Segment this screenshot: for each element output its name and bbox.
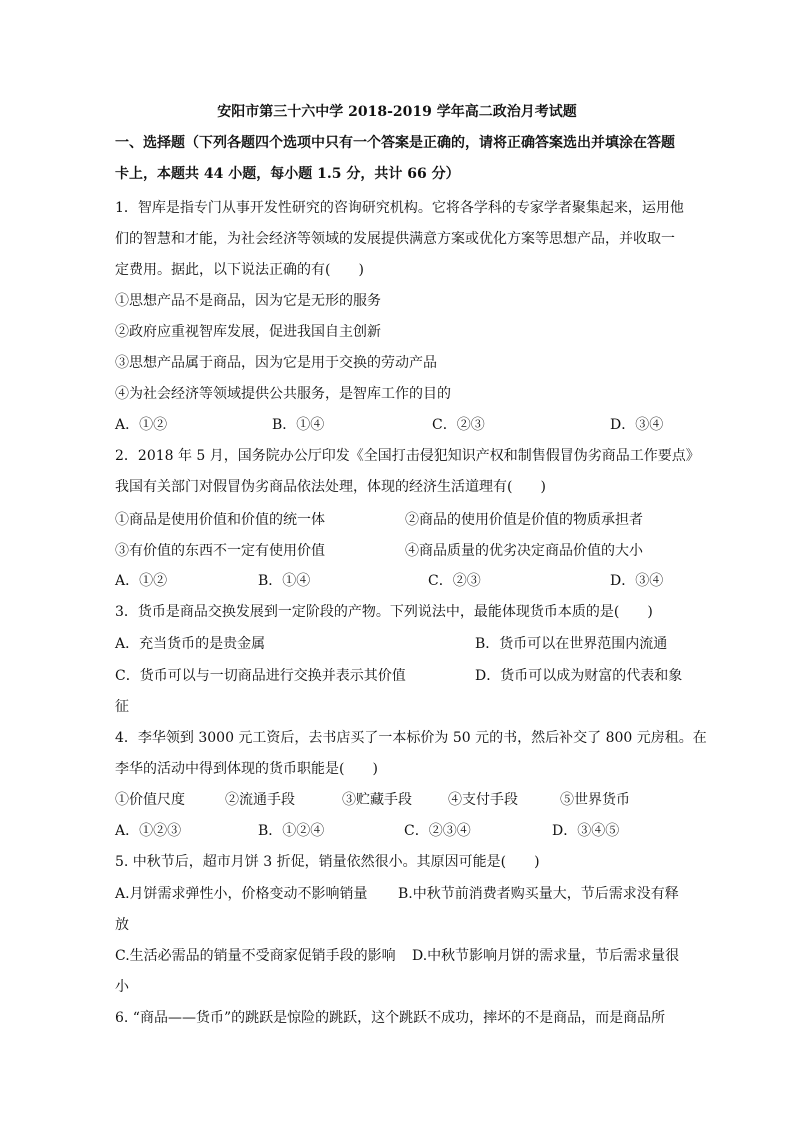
- q5-option-a[interactable]: A.月饼需求弹性小，价格变动不影响销量: [115, 886, 368, 902]
- q5-option-b-cont: 放: [115, 917, 129, 933]
- q2-statement-3: ③有价值的东西不一定有使用价值: [115, 543, 325, 559]
- section-heading-line1: 一、选择题（下列各题四个选项中只有一个答案是正确的，请将正确答案选出并填涂在答题: [115, 135, 675, 151]
- q2-option-a[interactable]: A．①②: [115, 573, 168, 589]
- q3-option-b[interactable]: B．货币可以在世界范围内流通: [475, 636, 668, 652]
- q4-statement-3: ③贮藏手段: [342, 792, 412, 808]
- section-heading-line2: 卡上，本题共 44 小题，每小题 1.5 分，共计 66 分）: [115, 166, 460, 182]
- q1-option-b[interactable]: B．①④: [272, 417, 325, 433]
- q4-statement-4: ④支付手段: [448, 792, 518, 808]
- q2-stem-line1: 2．2018 年 5 月，国务院办公厅印发《全国打击侵犯知识产权和制售假冒伪劣商品工作要点》: [115, 448, 700, 464]
- q3-stem: 3．货币是商品交换发展到一定阶段的产物。下列说法中，最能体现货币本质的是( ): [115, 604, 653, 620]
- q4-statement-1: ①价值尺度: [115, 792, 185, 808]
- q1-stem-line1: 1．智库是指专门从事开发性研究的咨询研究机构。它将各学科的专家学者聚集起来，运用他: [115, 200, 684, 216]
- q5-stem: 5. 中秋节后，超市月饼 3 折促，销量依然很小。其原因可能是( ): [115, 854, 540, 870]
- q3-option-d[interactable]: D．货币可以成为财富的代表和象: [475, 668, 683, 684]
- q5-option-c[interactable]: C.生活必需品的销量不受商家促销手段的影响: [115, 948, 396, 964]
- q3-option-c[interactable]: C．货币可以与一切商品进行交换并表示其价值: [115, 668, 406, 684]
- q1-option-d[interactable]: D．③④: [610, 417, 664, 433]
- q3-option-d-cont: 征: [115, 699, 129, 715]
- q4-option-d[interactable]: D．③④⑤: [552, 823, 620, 839]
- q2-statement-2: ②商品的使用价值是价值的物质承担者: [405, 512, 643, 528]
- q4-statement-2: ②流通手段: [225, 792, 295, 808]
- q3-option-a[interactable]: A．充当货币的是贵金属: [115, 636, 266, 652]
- q1-option-a[interactable]: A．①②: [115, 417, 168, 433]
- q5-option-d-cont: 小: [115, 979, 129, 995]
- q1-statement-1: ①思想产品不是商品，因为它是无形的服务: [115, 293, 381, 309]
- q4-option-a[interactable]: A．①②③: [115, 823, 182, 839]
- q6-stem-line1: 6. “商品——货币”的跳跃是惊险的跳跃，这个跳跃不成功，摔坏的不是商品，而是商品所: [115, 1010, 666, 1026]
- q2-stem-line2: 我国有关部门对假冒伪劣商品依法处理，体现的经济生活道理有( ): [115, 479, 546, 495]
- q1-statement-4: ④为社会经济等领域提供公共服务，是智库工作的目的: [115, 386, 451, 402]
- q2-statement-4: ④商品质量的优劣决定商品价值的大小: [405, 543, 643, 559]
- q2-option-b[interactable]: B．①④: [258, 573, 311, 589]
- q4-statement-5: ⑤世界货币: [560, 792, 630, 808]
- q4-stem-line1: 4．李华领到 3000 元工资后，去书店买了一本标价为 50 元的书，然后补交了 800 元房租。在: [115, 730, 707, 746]
- q2-option-d[interactable]: D．③④: [610, 573, 664, 589]
- q1-stem-line2: 们的智慧和才能，为社会经济等领域的发展提供满意方案或优化方案等思想产品，并收取一: [115, 231, 675, 247]
- q2-option-c[interactable]: C．②③: [428, 573, 481, 589]
- q2-statement-1: ①商品是使用价值和价值的统一体: [115, 512, 325, 528]
- q5-option-b[interactable]: B.中秋节前消费者购买量大，节后需求没有释: [398, 886, 679, 902]
- exam-title: 安阳市第三十六中学 2018-2019 学年高二政治月考试题: [217, 104, 577, 120]
- q1-stem-line3: 定费用。据此，以下说法正确的有( ): [115, 262, 364, 278]
- q4-option-c[interactable]: C．②③④: [404, 823, 471, 839]
- q1-statement-3: ③思想产品属于商品，因为它是用于交换的劳动产品: [115, 355, 437, 371]
- q1-option-c[interactable]: C．②③: [432, 417, 485, 433]
- q4-option-b[interactable]: B．①②④: [258, 823, 325, 839]
- q1-statement-2: ②政府应重视智库发展，促进我国自主创新: [115, 324, 381, 340]
- q4-stem-line2: 李华的活动中得到体现的货币职能是( ): [115, 761, 378, 777]
- q5-option-d[interactable]: D.中秋节影响月饼的需求量，节后需求量很: [412, 948, 680, 964]
